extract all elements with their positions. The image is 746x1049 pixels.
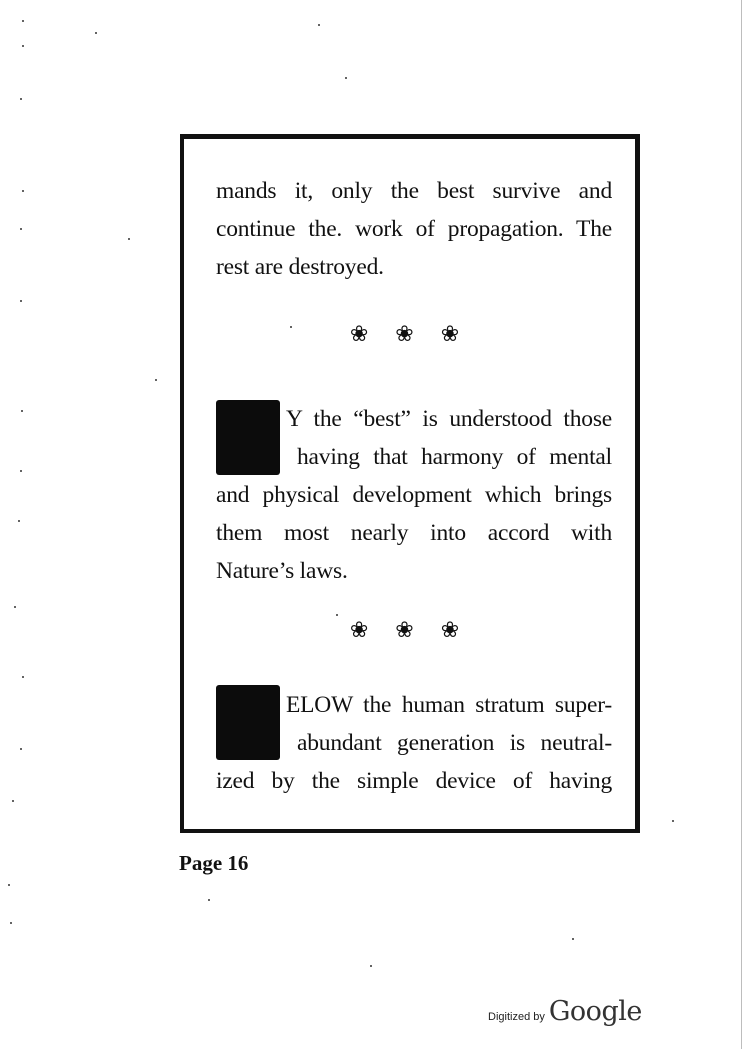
scan-speck: [672, 820, 674, 822]
scan-speck: [22, 676, 24, 678]
text-line: ELOW the human stratum super-: [286, 692, 612, 718]
scan-speck: [318, 24, 320, 26]
text-line: them most nearly into accord with: [216, 520, 612, 546]
page-number: Page 16: [179, 851, 249, 875]
scan-speck: [370, 965, 372, 967]
scan-speck: [20, 748, 22, 750]
text-line: mands it, only the best survive and: [216, 178, 612, 204]
text-line: and physical development which brings: [216, 482, 612, 508]
text-frame: [180, 134, 640, 833]
digitized-prefix: Digitized by: [488, 1011, 545, 1023]
scan-speck: [18, 520, 20, 522]
scan-edge: [741, 0, 742, 1049]
text-line: continue the. work of propagation. The: [216, 216, 612, 242]
scan-speck: [12, 800, 14, 802]
ornament-divider: ❀ ❀ ❀: [349, 618, 470, 643]
scan-speck: [20, 228, 22, 230]
scan-speck: [95, 32, 97, 34]
paragraph-2: [216, 400, 612, 590]
text-line: ized by the simple device of having: [216, 768, 612, 794]
scan-speck: [128, 238, 130, 240]
scan-speck: [208, 899, 210, 901]
text-line: Y the “best” is understood those: [286, 406, 612, 432]
digitized-brand: Google: [548, 996, 642, 1027]
paragraph-1: [216, 172, 612, 286]
text-line: Nature’s laws.: [216, 558, 348, 584]
scan-speck: [8, 884, 10, 886]
scan-speck: [22, 20, 24, 22]
text-line: having that harmony of mental: [297, 444, 612, 470]
scan-speck: [21, 410, 23, 412]
scan-speck: [14, 606, 16, 608]
scan-speck: [20, 300, 22, 302]
scan-speck: [572, 938, 574, 940]
scan-speck: [22, 190, 24, 192]
text-line: abundant generation is neutral-: [297, 730, 612, 756]
digitized-watermark: [488, 996, 642, 1027]
scan-speck: [22, 45, 24, 47]
scan-speck: [20, 470, 22, 472]
scan-speck: [345, 77, 347, 79]
scan-speck: [10, 922, 12, 924]
ornament-divider: ❀ ❀ ❀: [349, 322, 470, 347]
scan-speck: [20, 98, 22, 100]
text-line: rest are destroyed.: [216, 254, 384, 280]
scan-speck: [155, 379, 157, 381]
paragraph-3: [216, 686, 612, 800]
